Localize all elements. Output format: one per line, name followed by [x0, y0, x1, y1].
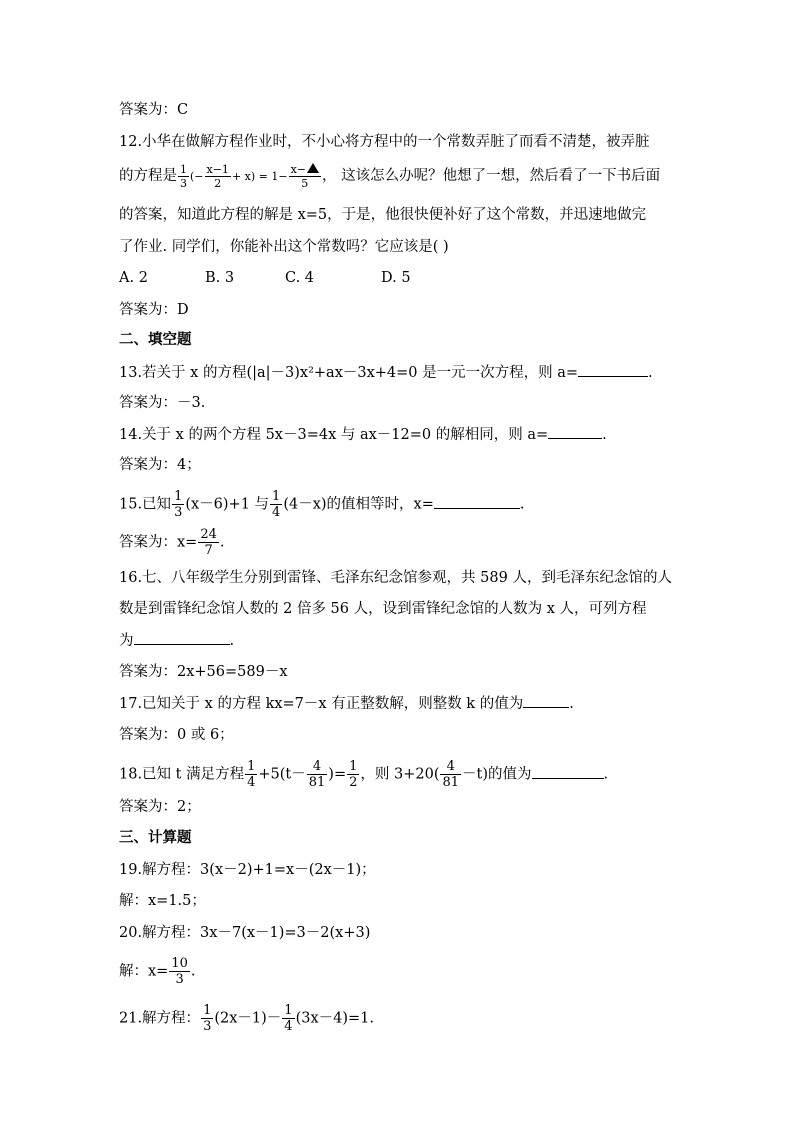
q18-question [119, 760, 608, 789]
q21-f1-num: 1 [203, 1003, 212, 1018]
q18-f2-num: 4 [307, 760, 328, 775]
q18-f3-den: 2 [349, 775, 358, 790]
q20-ans-prefix: 解：x= [119, 963, 169, 980]
q18-mid3: ，则 3+20( [360, 766, 440, 783]
q18-fraction-1 [245, 760, 257, 789]
q15-f2-num: 1 [272, 489, 281, 504]
section-2-title: 二、填空题 [119, 331, 192, 348]
q12-prefix: 的方程是 [119, 168, 177, 184]
q12-line4: 了作业. 同学们，你能补出这个常数吗？它应该是( ) [119, 239, 449, 255]
q20-ans-end: . [190, 963, 196, 980]
q16-line3 [119, 630, 234, 651]
q12-answer: 答案为：D [119, 302, 189, 318]
q17-answer: 答案为：0 或 6； [119, 727, 234, 743]
q12-fraction-c [289, 163, 321, 189]
q12-option-d: D. 5 [381, 270, 411, 286]
q16-blank [134, 630, 230, 645]
q12-suffix: ， 这该怎么办呢？他想了一想，然后看了一下书后面 [322, 168, 661, 184]
q15-ans-den: 7 [204, 543, 213, 558]
q12-options [119, 268, 411, 288]
q15-f2-den: 4 [272, 505, 281, 520]
q15-tail: (4－x)的值相等时，x= [283, 496, 434, 513]
q21-fraction-1 [201, 1004, 213, 1033]
q15-f1-num: 1 [174, 489, 183, 504]
q18-mid2: )= [328, 766, 347, 783]
q15-prefix: 15.已知 [119, 496, 172, 513]
q16-answer: 答案为：2x+56=589－x [119, 664, 288, 680]
q12-option-b: B. 3 [205, 270, 235, 286]
q20-question: 20.解方程：3x－7(x－1)=3－2(x+3) [119, 925, 371, 941]
q12-mid-close: + x) = 1− [231, 170, 288, 183]
q12-line1: 12.小华在做解方程作业时，不小心将方程中的一个常数弄脏了而看不清楚，被弄脏 [119, 134, 650, 150]
q20-answer [119, 957, 195, 986]
q21-question [119, 1004, 374, 1033]
q20-ans-den: 3 [175, 972, 184, 987]
q13-text: 13.若关于 x 的方程(|a|－3)x²+ax－3x+4=0 是一元一次方程，则 a= [119, 365, 579, 381]
q18-fraction-4 [440, 760, 461, 789]
q12-frac-a-num: 1 [180, 162, 187, 176]
q15-fraction-1 [172, 490, 184, 519]
q19-answer: 解：x=1.5； [119, 893, 206, 909]
q18-f2-den: 81 [308, 775, 326, 790]
q15-ans-num: 24 [200, 527, 217, 542]
q16-line3-text: 为 [119, 633, 134, 649]
section-3-title: 三、计算题 [119, 829, 192, 846]
q16-line1: 16.七、八年级学生分别到雷锋、毛泽东纪念馆参观，共 589 人，到毛泽东纪念馆的人 [119, 570, 672, 586]
q12-frac-b-num: x−1 [206, 162, 229, 176]
q12-line2 [119, 163, 660, 189]
q21-f2-num: 1 [284, 1003, 293, 1018]
q12-fraction-b [205, 164, 231, 189]
q15-question [119, 490, 524, 519]
q12-line3: 的答案，知道此方程的解是 x=5，于是，他很快便补好了这个常数，并迅速地做完 [119, 207, 647, 223]
q15-answer [119, 528, 224, 557]
q15-ans-prefix: 答案为：x= [119, 534, 198, 551]
q12-option-c: C. 4 [285, 270, 315, 286]
q18-blank [532, 764, 604, 779]
q18-f4-num: 4 [440, 760, 461, 775]
q21-mid: (2x－1)－ [214, 1010, 282, 1027]
q18-answer: 答案为：2； [119, 799, 201, 815]
q12-frac-a-den: 3 [180, 176, 187, 190]
q15-mid: (x－6)+1 与 [185, 496, 270, 513]
filled-triangle-icon [307, 163, 319, 173]
q13-blank [578, 362, 648, 377]
q18-fraction-3 [347, 760, 359, 789]
q15-f1-den: 3 [174, 505, 183, 520]
q21-prefix: 21.解方程： [119, 1010, 201, 1027]
q18-f3-num: 1 [349, 759, 358, 774]
q16-line2: 数是到雷锋纪念馆人数的 2 倍多 56 人，设到雷锋纪念馆的人数为 x 人，可列方程 [119, 601, 647, 617]
q15-blank [434, 494, 520, 509]
q15-ans-end: . [219, 534, 225, 551]
q21-f2-den: 4 [284, 1019, 293, 1034]
q18-prefix: 18.已知 t 满足方程 [119, 766, 245, 783]
q21-f1-den: 3 [203, 1019, 212, 1034]
q14-end: . [602, 427, 607, 443]
q17-end: . [569, 696, 574, 712]
q18-f4-den: 81 [442, 775, 460, 790]
q14-text: 14.关于 x 的两个方程 5x－3=4x 与 ax－12=0 的解相同，则 a= [119, 427, 549, 443]
q15-end: . [519, 496, 525, 513]
q21-tail: (3x－4)=1. [295, 1010, 375, 1027]
q16-end: . [229, 633, 235, 649]
q19-question: 19.解方程：3(x－2)+1=x－(2x－1)； [119, 862, 376, 878]
q13-end: . [648, 365, 653, 381]
q17-blank [523, 693, 569, 708]
q12-fraction-a [178, 164, 189, 189]
q15-ans-fraction [198, 528, 219, 557]
q18-fraction-2 [307, 760, 328, 789]
q13-question [119, 362, 653, 383]
q17-text: 17.已知关于 x 的方程 kx=7－x 有正整数解，则整数 k 的值为 [119, 696, 524, 712]
q13-answer: 答案为：－3. [119, 395, 206, 411]
q15-fraction-2 [270, 490, 282, 519]
q12-frac-b-den: 2 [214, 176, 222, 190]
q12-frac-c-den: 5 [301, 177, 309, 190]
q14-blank [548, 424, 602, 439]
q12-option-a: A. 2 [119, 270, 148, 286]
q12-mid-open: (− [190, 170, 204, 183]
q18-mid1: +5(t－ [258, 766, 306, 783]
q21-fraction-2 [282, 1004, 294, 1033]
q14-question [119, 424, 607, 445]
q17-question [119, 693, 574, 714]
q18-f1-num: 1 [247, 759, 256, 774]
q18-f1-den: 4 [247, 775, 256, 790]
q18-tail: －t)的值为 [462, 766, 532, 783]
q20-ans-num: 10 [171, 956, 188, 971]
q18-end: . [603, 766, 609, 783]
q11-answer: 答案为：C [119, 102, 189, 118]
q14-answer: 答案为：4； [119, 457, 201, 473]
q20-ans-fraction [169, 957, 190, 986]
q12-frac-c-num: x− [290, 163, 306, 176]
